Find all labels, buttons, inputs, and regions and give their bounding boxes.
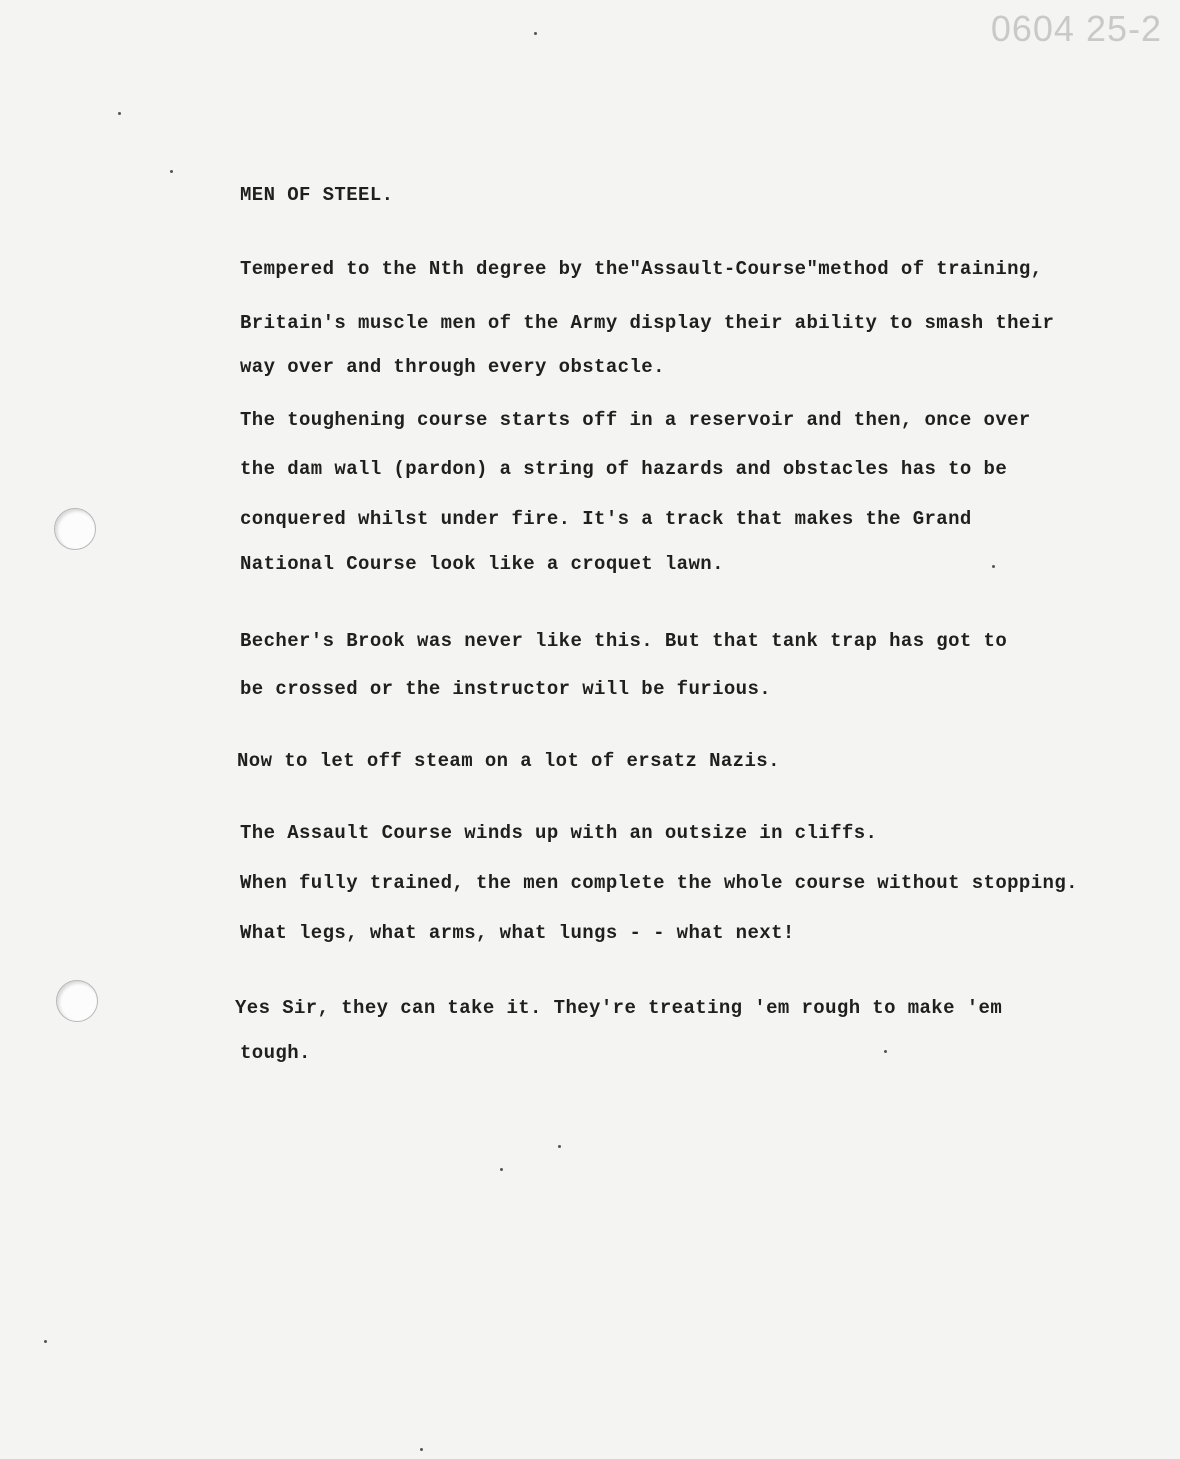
text-line: What legs, what arms, what lungs - - what next! [240,922,795,944]
text-line: Tempered to the Nth degree by the"Assault-Course"method of training, [240,258,1043,280]
punch-hole [54,508,96,550]
scan-speck [500,1168,503,1171]
text-line: The Assault Course winds up with an outsize in cliffs. [240,822,878,844]
scan-speck [534,32,537,35]
archive-number: 0604 25-2 [990,8,1162,49]
scan-speck [558,1145,561,1148]
scan-speck [44,1340,47,1343]
text-line: The toughening course starts off in a reservoir and then, once over [240,409,1031,431]
text-line: tough. [240,1042,311,1064]
punch-hole [56,980,98,1022]
text-line: When fully trained, the men complete the whole course without stopping. [240,872,1078,894]
text-line: way over and through every obstacle. [240,356,665,378]
text-line: conquered whilst under fire. It's a track that makes the Grand [240,508,972,530]
scan-speck [884,1050,887,1053]
text-line: be crossed or the instructor will be furious. [240,678,772,700]
scan-speck [170,170,173,173]
text-line: Britain's muscle men of the Army display their ability to smash their [240,312,1055,334]
scan-speck [992,565,995,568]
text-line: the dam wall (pardon) a string of hazards and obstacles has to be [240,458,1008,480]
scan-speck [420,1448,423,1451]
document-title: MEN OF STEEL. [240,184,394,206]
text-line: Yes Sir, they can take it. They're treating 'em rough to make 'em [235,997,1003,1019]
text-line: Now to let off steam on a lot of ersatz Nazis. [237,750,780,772]
text-line: Becher's Brook was never like this. But that tank trap has got to [240,630,1008,652]
text-line: National Course look like a croquet lawn. [240,553,724,575]
scan-speck [118,112,121,115]
